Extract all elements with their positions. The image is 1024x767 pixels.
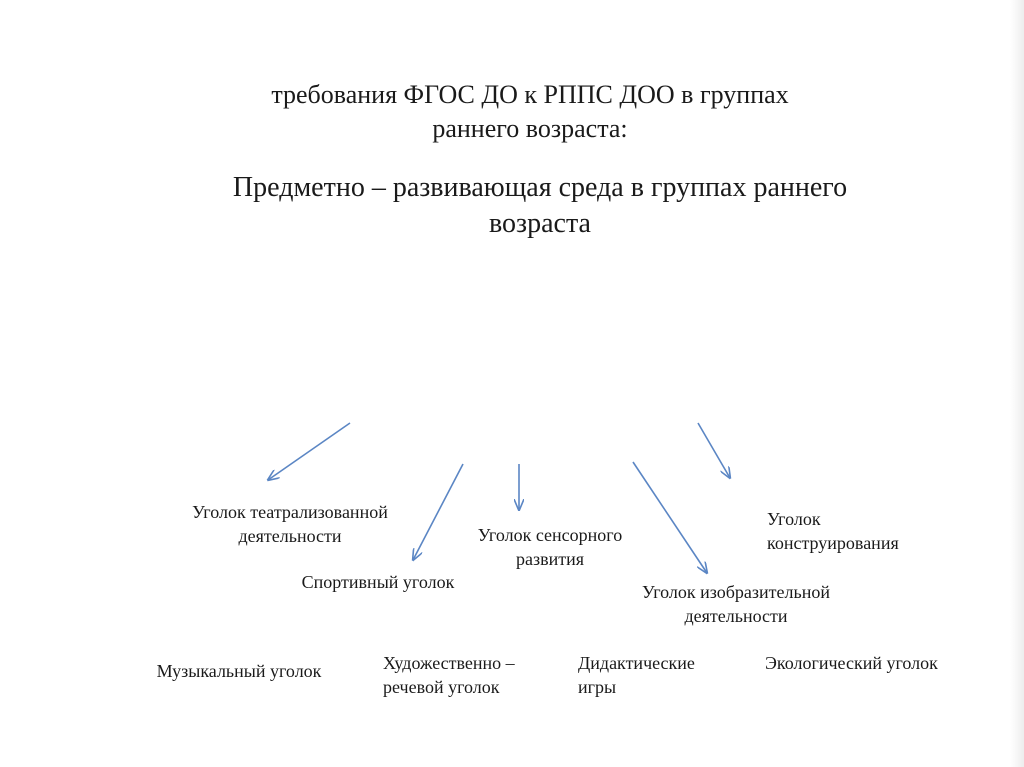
node-art-corner	[608, 580, 864, 628]
node-music-corner-line-1: Музыкальный уголок	[156, 661, 322, 681]
node-theatre-corner-line-1: Уголок театрализованной	[192, 502, 388, 522]
node-didactic-games-line-1: Дидактические	[578, 653, 695, 673]
slide-subheading	[150, 170, 930, 242]
node-speech-corner	[383, 651, 563, 699]
node-speech-corner-line-2: речевой уголок	[383, 677, 500, 697]
node-construction-corner-line-1: Уголок	[767, 509, 821, 529]
node-theatre-corner-line-2: деятельности	[238, 526, 342, 546]
node-theatre-corner	[160, 500, 420, 548]
slide-heading	[170, 78, 890, 146]
heading-line-2: раннего возраста:	[432, 114, 628, 143]
arrow-to-theatre-corner	[268, 423, 350, 480]
node-sensory-corner-line-2: развития	[515, 549, 584, 569]
node-construction-corner	[767, 507, 967, 555]
node-sensory-corner-line-1: Уголок сенсорного	[477, 525, 623, 545]
heading-line-1: требования ФГОС ДО к РППС ДОО в группах	[271, 80, 789, 109]
arrow-to-construction-corner	[698, 423, 730, 478]
node-didactic-games	[578, 651, 748, 699]
node-speech-corner-line-1: Художественно –	[383, 653, 515, 673]
node-ecology-corner-line-1: Экологический уголок	[765, 653, 938, 673]
subheading-line-1: Предметно – развивающая среда в группах раннего	[232, 172, 848, 203]
subheading-line-2: возраста	[489, 208, 591, 239]
node-sensory-corner	[452, 523, 648, 571]
node-sport-corner-line-1: Спортивный уголок	[301, 572, 455, 592]
node-ecology-corner	[765, 651, 1005, 675]
node-construction-corner-line-2: конструирования	[767, 533, 899, 553]
node-art-corner-line-2: деятельности	[684, 606, 788, 626]
node-didactic-games-line-2: игры	[578, 677, 617, 697]
node-music-corner	[126, 659, 352, 683]
node-art-corner-line-1: Уголок изобразительной	[642, 582, 830, 602]
slide-edge-shadow	[1010, 0, 1024, 767]
node-sport-corner	[270, 570, 486, 594]
